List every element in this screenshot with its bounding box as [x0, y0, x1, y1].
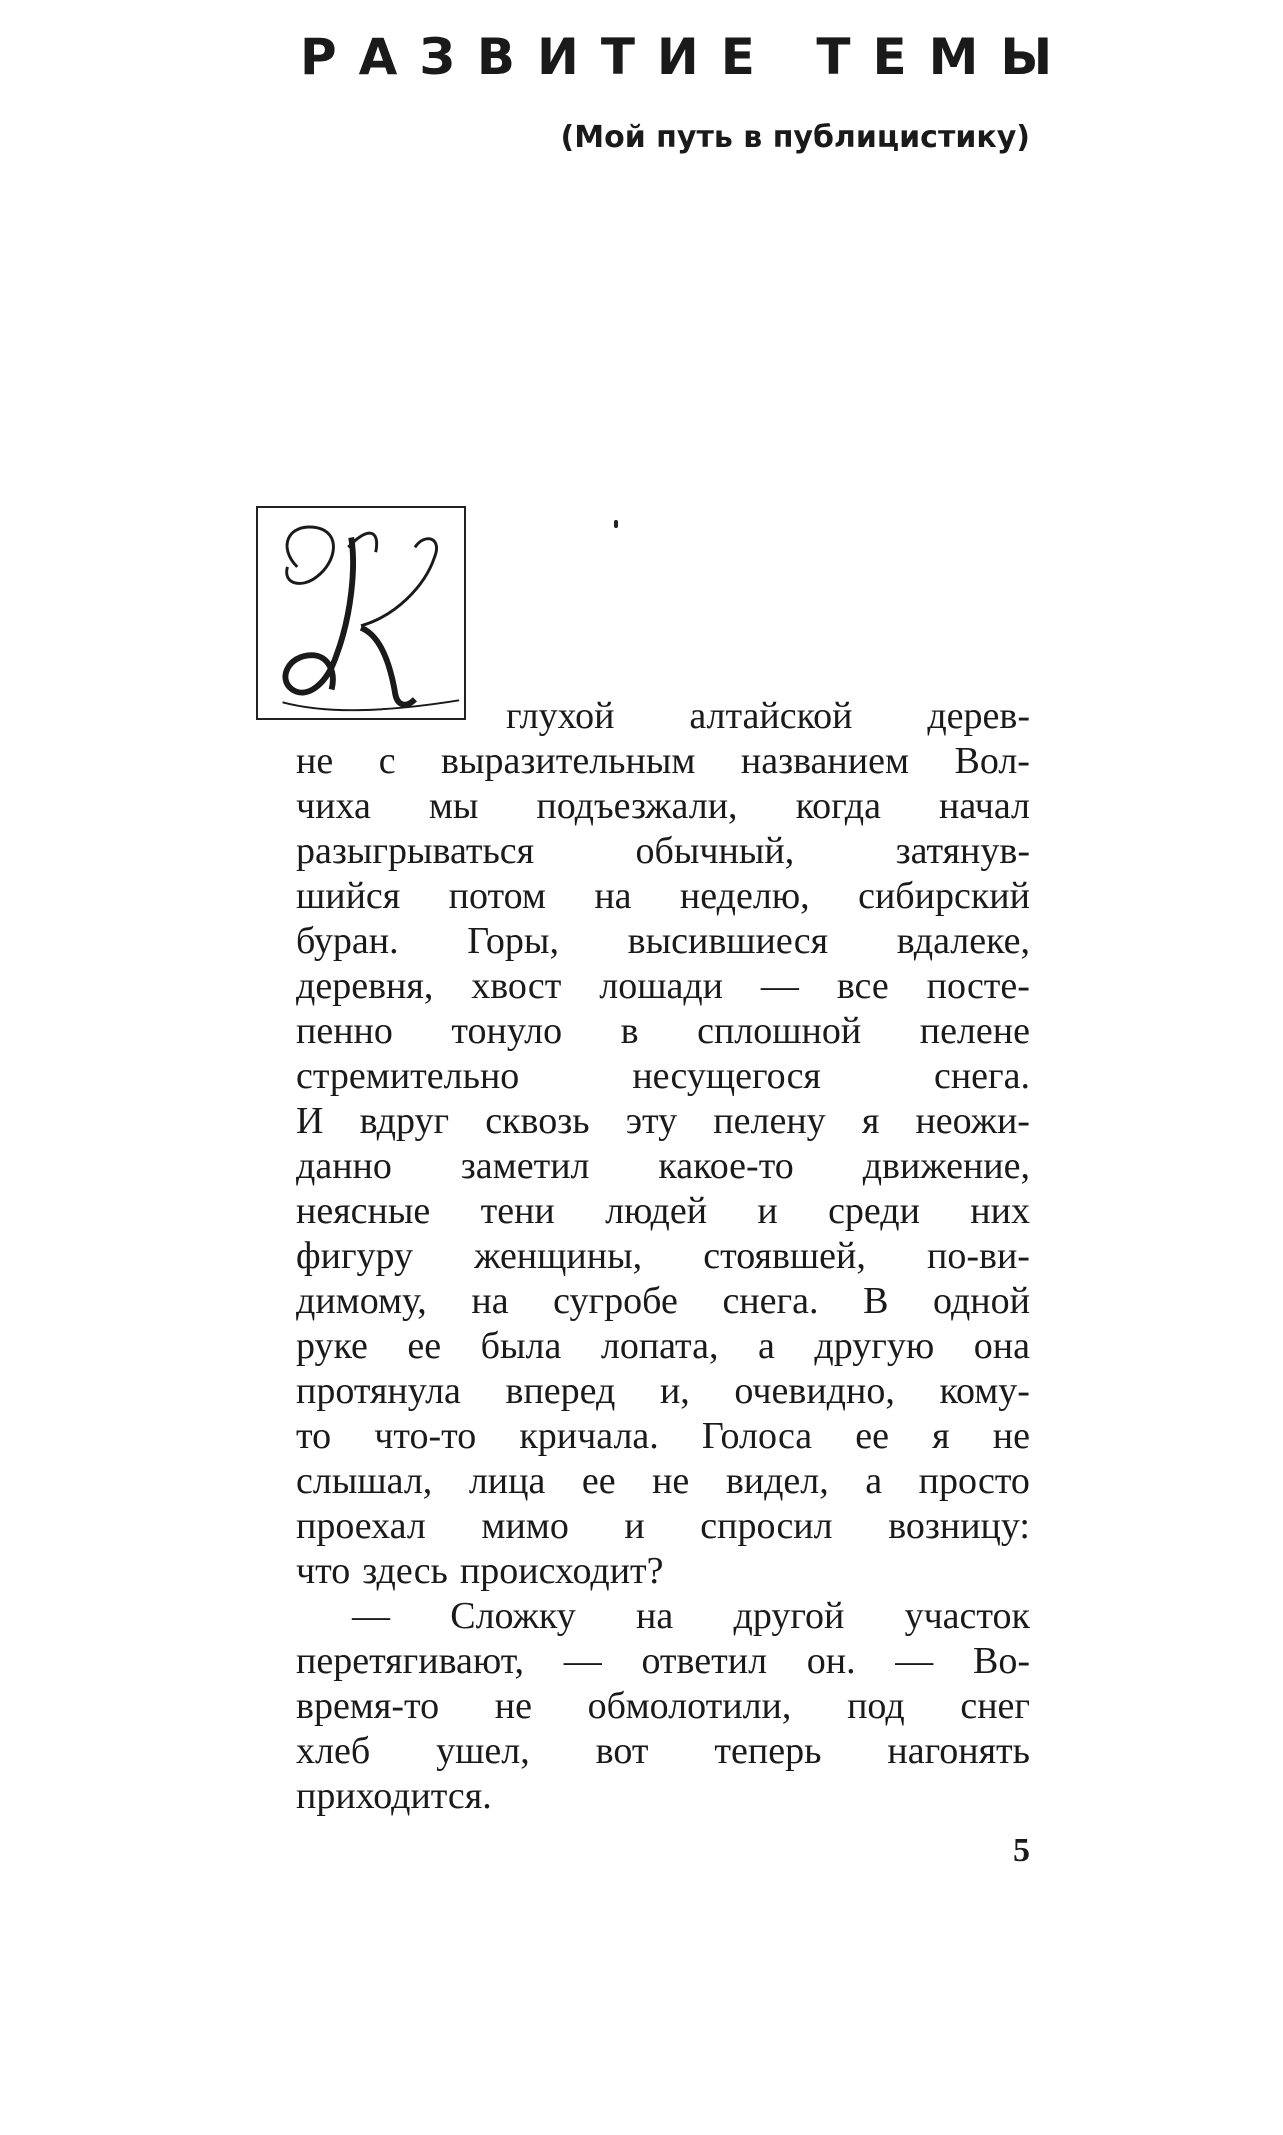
text-line: что здесь происходит? [296, 1550, 664, 1592]
text-line: шийся потом на неделю, сибирский [296, 875, 1030, 917]
drop-cap-initial [256, 506, 466, 720]
text-line: неясные тени людей и среди них [296, 1190, 1030, 1232]
text-line: проехал мимо и спросил возницу: [296, 1505, 1030, 1547]
text-line: деревня, хвост лошади — все посте- [296, 965, 1030, 1007]
text-line: — Сложку на другой участок [352, 1595, 1030, 1637]
text-line: буран. Горы, высившиеся вдалеке, [296, 920, 1030, 962]
text-line: протянула вперед и, очевидно, кому- [296, 1370, 1030, 1412]
text-line: фигуру женщины, стоявшей, по-ви- [296, 1235, 1030, 1277]
drop-cap-k-ornament [258, 508, 464, 718]
text-line: то что-то кричала. Голоса ее я не [296, 1415, 1030, 1457]
text-line: время-то не обмолотили, под снег [296, 1685, 1030, 1727]
text-line: приходится. [296, 1775, 492, 1817]
text-line: пенно тонуло в сплошной пелене [296, 1010, 1030, 1052]
text-line: слышал, лица ее не видел, а просто [296, 1460, 1030, 1502]
text-line: разыгрываться обычный, затянув- [296, 830, 1030, 872]
text-line: данно заметил какое-то движение, [296, 1145, 1030, 1187]
text-line: перетягивают, — ответил он. — Во- [296, 1640, 1030, 1682]
text-line: не с выразительным названием Вол- [296, 740, 1030, 782]
text-line: хлеб ушел, вот теперь нагонять [296, 1730, 1030, 1772]
text-line: глухой алтайской дерев- [506, 695, 1030, 737]
text-line: димому, на сугробе снега. В одной [296, 1280, 1030, 1322]
text-line: руке ее была лопата, а другую она [296, 1325, 1030, 1367]
page-number: 5 [1013, 1832, 1030, 1869]
print-speck [614, 520, 618, 528]
text-line: И вдруг сквозь эту пелену я неожи- [296, 1100, 1030, 1142]
page-title: РАЗВИТИЕ ТЕМЫ [300, 28, 1075, 86]
text-line: чиха мы подъезжали, когда начал [296, 785, 1030, 827]
body-text [296, 694, 1030, 1819]
text-line: стремительно несущегося снега. [296, 1055, 1030, 1097]
page-subtitle: (Мой путь в публицистику) [560, 120, 1030, 155]
